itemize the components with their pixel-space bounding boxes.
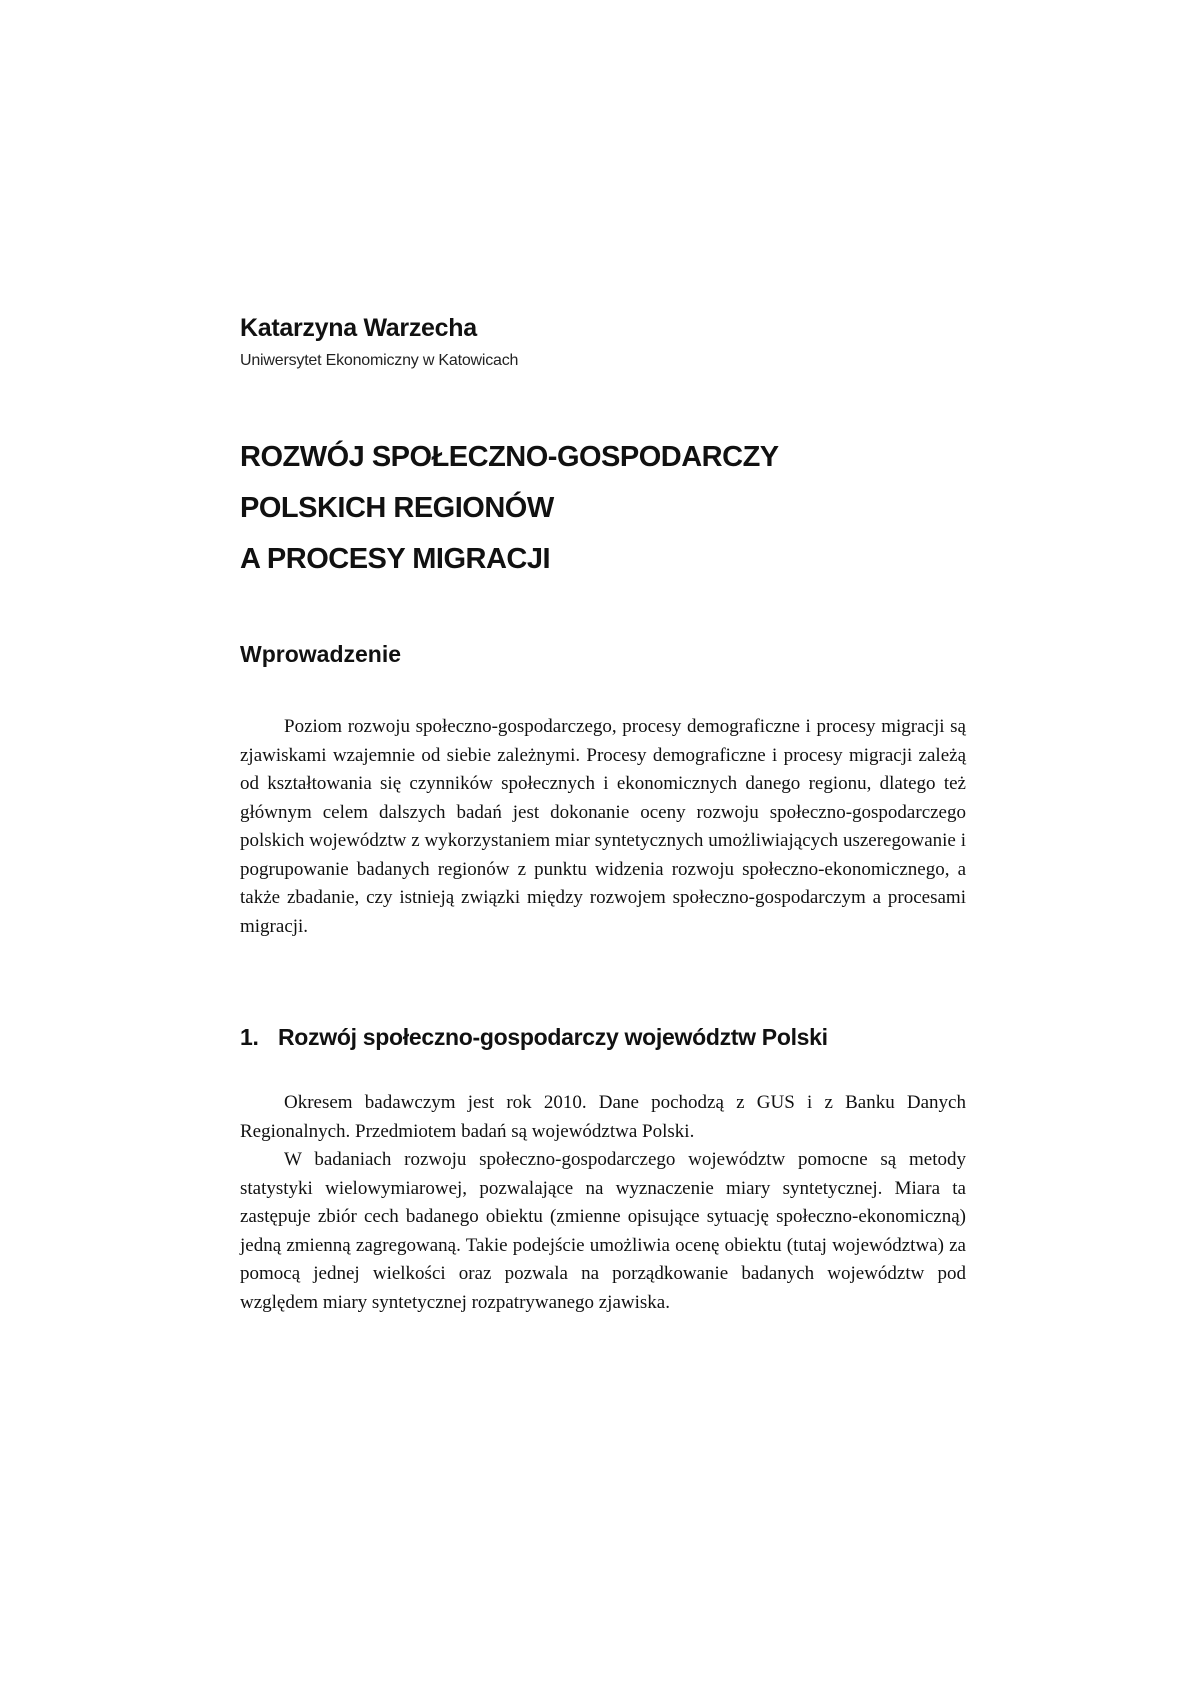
paper-title [240, 432, 960, 585]
section-1-title: Rozwój społeczno-gospodarczy województw Polski [278, 1024, 828, 1050]
section-1-number: 1. [240, 1024, 259, 1050]
author-affiliation: Uniwersytet Ekonomiczny w Katowicach [240, 352, 519, 369]
title-line-2: POLSKICH REGIONÓW [240, 492, 554, 524]
title-line-1: ROZWÓJ SPOŁECZNO-GOSPODARCZY [240, 441, 779, 473]
section-1-paragraph-2: W badaniach rozwoju społeczno-gospodarczego województw pomocne są metody statystyki wielowymiarowej, pozwalające na wyznaczenie miary syntetycznej. Miara ta zastępuje zbiór cech badanego obiektu (zmienne opisujące sytuację społeczno-ekonomiczną) jedną zmienną zagregowaną. Takie podejście umożliwia ocenę obiektu (tutaj województwa) za pomocą jednej wielkości oraz pozwala na porządkowanie badanych województw pod względem miary syntetycznej rozpatrywanego zjawiska. [240, 1149, 966, 1313]
intro-heading: Wprowadzenie [240, 641, 402, 667]
author-name: Katarzyna Warzecha [240, 314, 477, 342]
section-1-heading [240, 1024, 828, 1051]
section-1-paragraph-1: Okresem badawczym jest rok 2010. Dane pochodzą z GUS i z Banku Danych Regionalnych. Przedmiotem badań są województwa Polski. [240, 1092, 966, 1142]
title-line-3: A PROCESY MIGRACJI [240, 543, 551, 575]
intro-body [240, 713, 966, 941]
section-1-body [240, 1089, 966, 1317]
intro-paragraph: Poziom rozwoju społeczno-gospodarczego, procesy demograficzne i procesy migracji są zjawiskami wzajemnie od siebie zależnymi. Procesy demograficzne i procesy migracji zależą od kształtowania się czynników społecznych i ekonomicznych danego regionu, dlatego też głównym celem dalszych badań jest dokonanie oceny rozwoju społeczno-gospodarczego polskich województw z wykorzystaniem miar syntetycznych umożliwiających uszeregowanie i pogrupowanie badanych regionów z punktu widzenia rozwoju społeczno-ekonomicznego, a także zbadanie, czy istnieją związki między rozwojem społeczno-gospodarczym a procesami migracji. [240, 716, 966, 937]
